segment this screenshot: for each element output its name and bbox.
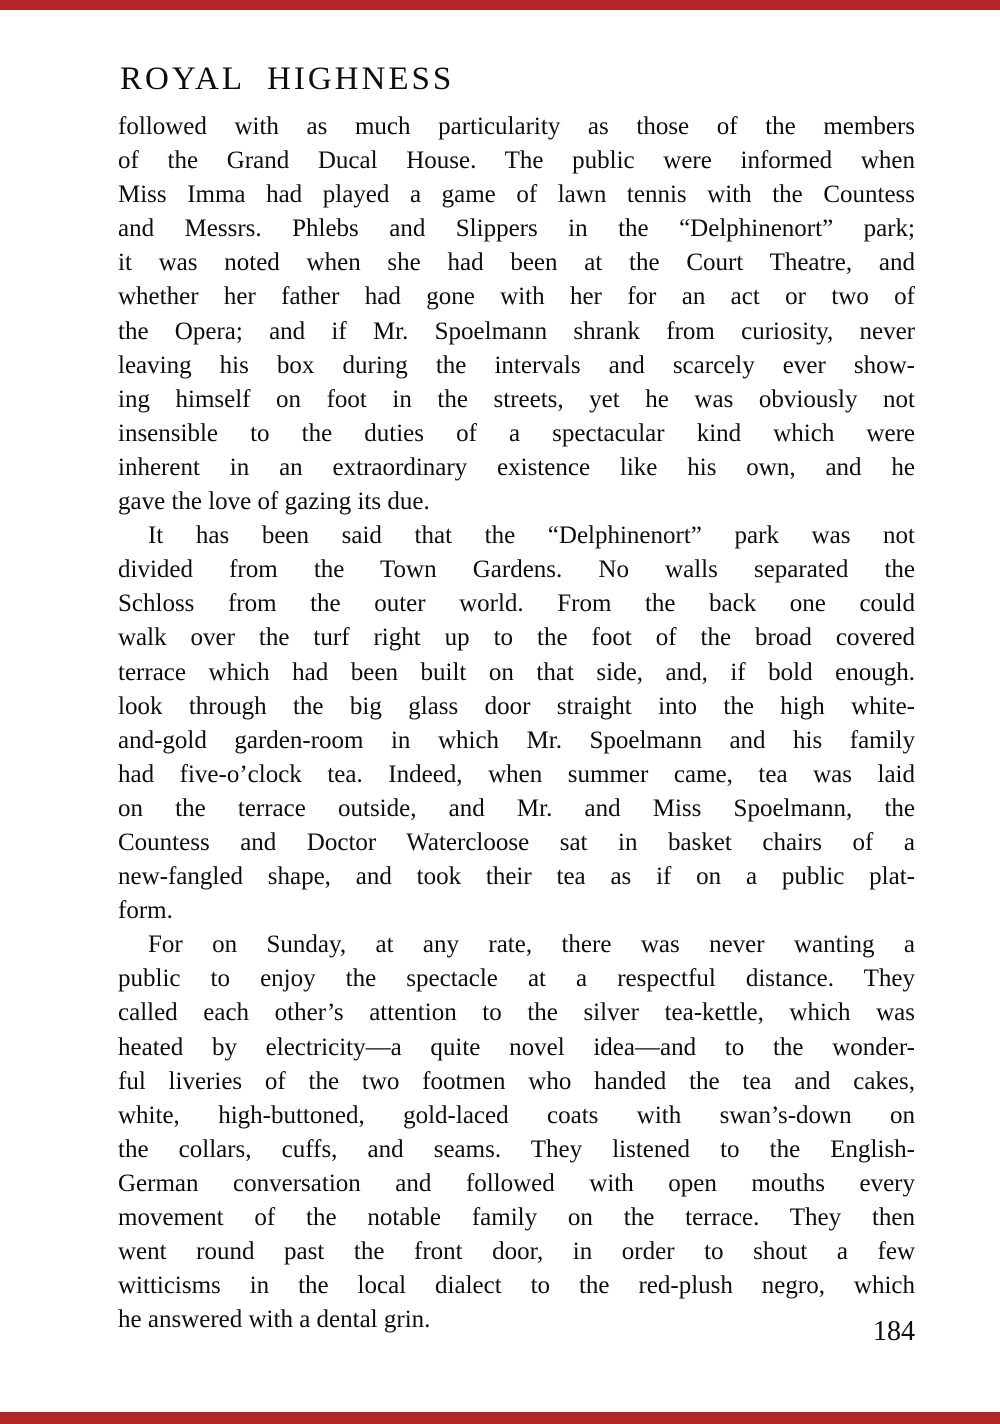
text-line: heated by electricity—a quite novel idea—and to the wonder- <box>118 1033 915 1061</box>
text-line: leaving his box during the intervals and scarcely ever show- <box>118 351 915 379</box>
text-line: insensible to the duties of a spectacular kind which were <box>118 419 915 447</box>
text-line: he answered with a dental grin. <box>118 1306 431 1334</box>
text-line: on the terrace outside, and Mr. and Miss Spoelmann, the <box>118 794 915 822</box>
text-line: It has been said that the “Delphinenort” park was not <box>148 522 915 550</box>
text-line: the Opera; and if Mr. Spoelmann shrank from curiosity, never <box>118 317 915 345</box>
text-line: of the Grand Ducal House. The public were informed when <box>118 147 915 175</box>
text-line: walk over the turf right up to the foot of the broad covered <box>118 624 915 652</box>
text-line: whether her father had gone with her for an act or two of <box>118 283 915 311</box>
text-line: and-gold garden-room in which Mr. Spoelmann and his family <box>118 726 915 754</box>
scan-edge-top <box>0 0 1000 10</box>
text-line: ing himself on foot in the streets, yet he was obviously not <box>118 385 915 413</box>
running-header: ROYAL HIGHNESS <box>120 61 455 97</box>
text-line: went round past the front door, in order to shout a few <box>118 1238 915 1266</box>
text-line: called each other’s attention to the silver tea-kettle, which was <box>118 999 915 1027</box>
text-line: terrace which had been built on that side, and, if bold enough. <box>118 658 915 686</box>
text-line: look through the big glass door straight into the high white- <box>118 692 915 720</box>
text-line: witticisms in the local dialect to the red-plush negro, which <box>118 1272 915 1300</box>
scan-edge-bottom <box>0 1412 1000 1424</box>
text-line: ful liveries of the two footmen who handed the tea and cakes, <box>118 1067 915 1095</box>
text-line: and Messrs. Phlebs and Slippers in the “Delphinenort” park; <box>118 215 915 243</box>
text-line: movement of the notable family on the terrace. They then <box>118 1204 915 1231</box>
text-line: Countess and Doctor Watercloose sat in basket chairs of a <box>118 828 915 856</box>
text-line: Schloss from the outer world. From the back one could <box>118 590 915 618</box>
text-line: public to enjoy the spectacle at a respectful distance. They <box>118 965 915 993</box>
text-line: inherent in an extraordinary existence like his own, and he <box>118 453 915 481</box>
page-number: 184 <box>873 1316 915 1347</box>
text-line: followed with as much particularity as those of the members <box>118 113 915 140</box>
text-line: form. <box>118 897 173 925</box>
text-line: German conversation and followed with open mouths every <box>118 1169 915 1197</box>
text-block <box>118 110 915 1337</box>
text-line: new-fangled shape, and took their tea as if on a public plat- <box>118 863 915 891</box>
text-line: white, high-buttoned, gold-laced coats with swan’s-down on <box>118 1101 915 1129</box>
text-line: For on Sunday, at any rate, there was never wanting a <box>148 931 915 959</box>
text-line: Miss Imma had played a game of lawn tennis with the Countess <box>118 181 915 209</box>
text-line: it was noted when she had been at the Court Theatre, and <box>118 249 915 277</box>
text-line: had five-o’clock tea. Indeed, when summer came, tea was laid <box>118 760 915 788</box>
text-line: divided from the Town Gardens. No walls separated the <box>118 556 915 584</box>
text-line: gave the love of gazing its due. <box>118 488 430 516</box>
text-line: the collars, cuffs, and seams. They listened to the English- <box>118 1135 915 1163</box>
